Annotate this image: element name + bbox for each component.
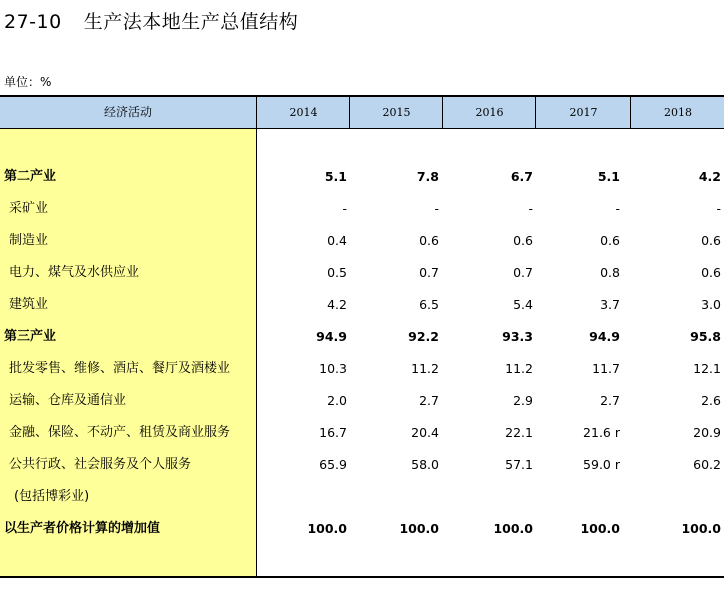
table-number: 27-10 [4,11,62,33]
table-row [0,193,724,225]
gdp-structure-table [0,95,724,578]
cell-value: 94.9 [589,329,620,344]
cell-value: - [342,201,347,216]
row-label: (包括博彩业) [14,489,90,504]
cell-value: 5.1 [597,169,620,184]
row-label: 公共行政、社会服务及个人服务 [9,457,192,472]
cell-value: 0.4 [327,233,347,248]
table-row [0,353,724,385]
cell-value: 3.7 [600,297,620,312]
cell-value: 20.4 [411,425,439,440]
table-header [0,97,724,129]
cell-value: 2.0 [327,393,347,408]
row-label: 以生产者价格计算的增加值 [4,521,161,536]
header-year: 2018 [630,97,724,128]
header-year: 2016 [442,97,536,128]
cell-value: - [615,201,620,216]
row-label: 制造业 [9,233,49,248]
cell-value: - [716,201,721,216]
cell-value: 16.7 [319,425,347,440]
cell-value: 20.9 [693,425,721,440]
table-bottom-rule [0,576,724,578]
cell-value: 100.0 [681,521,721,536]
table-row [0,225,724,257]
table-row [0,257,724,289]
cell-value: 58.0 [411,457,439,472]
table-row [0,481,724,513]
cell-value: 21.6 r [583,425,620,440]
cell-value: 11.2 [411,361,439,376]
header-activity: 经济活动 [103,105,152,119]
cell-value: 2.6 [701,393,721,408]
table-row [0,161,724,193]
unit-label: 单位：% [4,75,52,89]
row-label: 采矿业 [9,201,49,216]
cell-value: 7.8 [416,169,439,184]
cell-value: 100.0 [580,521,620,536]
cell-value: 0.7 [419,265,439,280]
cell-value: 6.7 [510,169,533,184]
cell-value: 0.6 [419,233,439,248]
row-label: 电力、煤气及水供应业 [9,265,140,280]
cell-value: 2.7 [419,393,439,408]
cell-value: 0.5 [327,265,347,280]
row-label: 第三产业 [4,329,57,344]
table-row [0,289,724,321]
cell-value: 100.0 [399,521,439,536]
cell-value: 6.5 [419,297,439,312]
cell-value: 65.9 [319,457,347,472]
cell-value: 0.6 [701,233,721,248]
cell-value: 92.2 [408,329,439,344]
table-row [0,449,724,481]
cell-value: 4.2 [698,169,721,184]
cell-value: 0.8 [600,265,620,280]
cell-value: 57.1 [505,457,533,472]
row-label: 批发零售、维修、酒店、餐厅及酒楼业 [9,361,231,376]
cell-value: 22.1 [505,425,533,440]
cell-value: - [434,201,439,216]
cell-value: 0.6 [701,265,721,280]
table-row [0,417,724,449]
cell-value: 11.7 [592,361,620,376]
row-label: 第二产业 [4,169,57,184]
table-row [0,321,724,353]
header-year: 2017 [535,97,631,128]
cell-value: 3.0 [701,297,721,312]
cell-value: 100.0 [493,521,533,536]
row-label: 运输、仓库及通信业 [9,393,127,408]
table-title: 生产法本地生产总值结构 [83,11,299,33]
header-year: 2014 [256,97,350,128]
cell-value: 10.3 [319,361,347,376]
cell-value: 12.1 [693,361,721,376]
table-row [0,385,724,417]
cell-value: 5.4 [513,297,533,312]
table-row [0,513,724,545]
cell-value: 60.2 [693,457,721,472]
cell-value: 0.6 [600,233,620,248]
cell-value: 95.8 [690,329,721,344]
cell-value: 0.6 [513,233,533,248]
cell-value: 11.2 [505,361,533,376]
cell-value: 100.0 [307,521,347,536]
cell-value: 0.7 [513,265,533,280]
cell-value: 2.7 [600,393,620,408]
cell-value: 4.2 [327,297,347,312]
cell-value: 5.1 [324,169,347,184]
cell-value: 2.9 [513,393,533,408]
header-year: 2015 [349,97,443,128]
cell-value: 94.9 [316,329,347,344]
cell-value: - [528,201,533,216]
cell-value: 93.3 [502,329,533,344]
row-label: 金融、保险、不动产、租赁及商业服务 [9,425,231,440]
row-label: 建筑业 [9,297,49,312]
page-title [4,7,298,34]
cell-value: 59.0 r [583,457,620,472]
